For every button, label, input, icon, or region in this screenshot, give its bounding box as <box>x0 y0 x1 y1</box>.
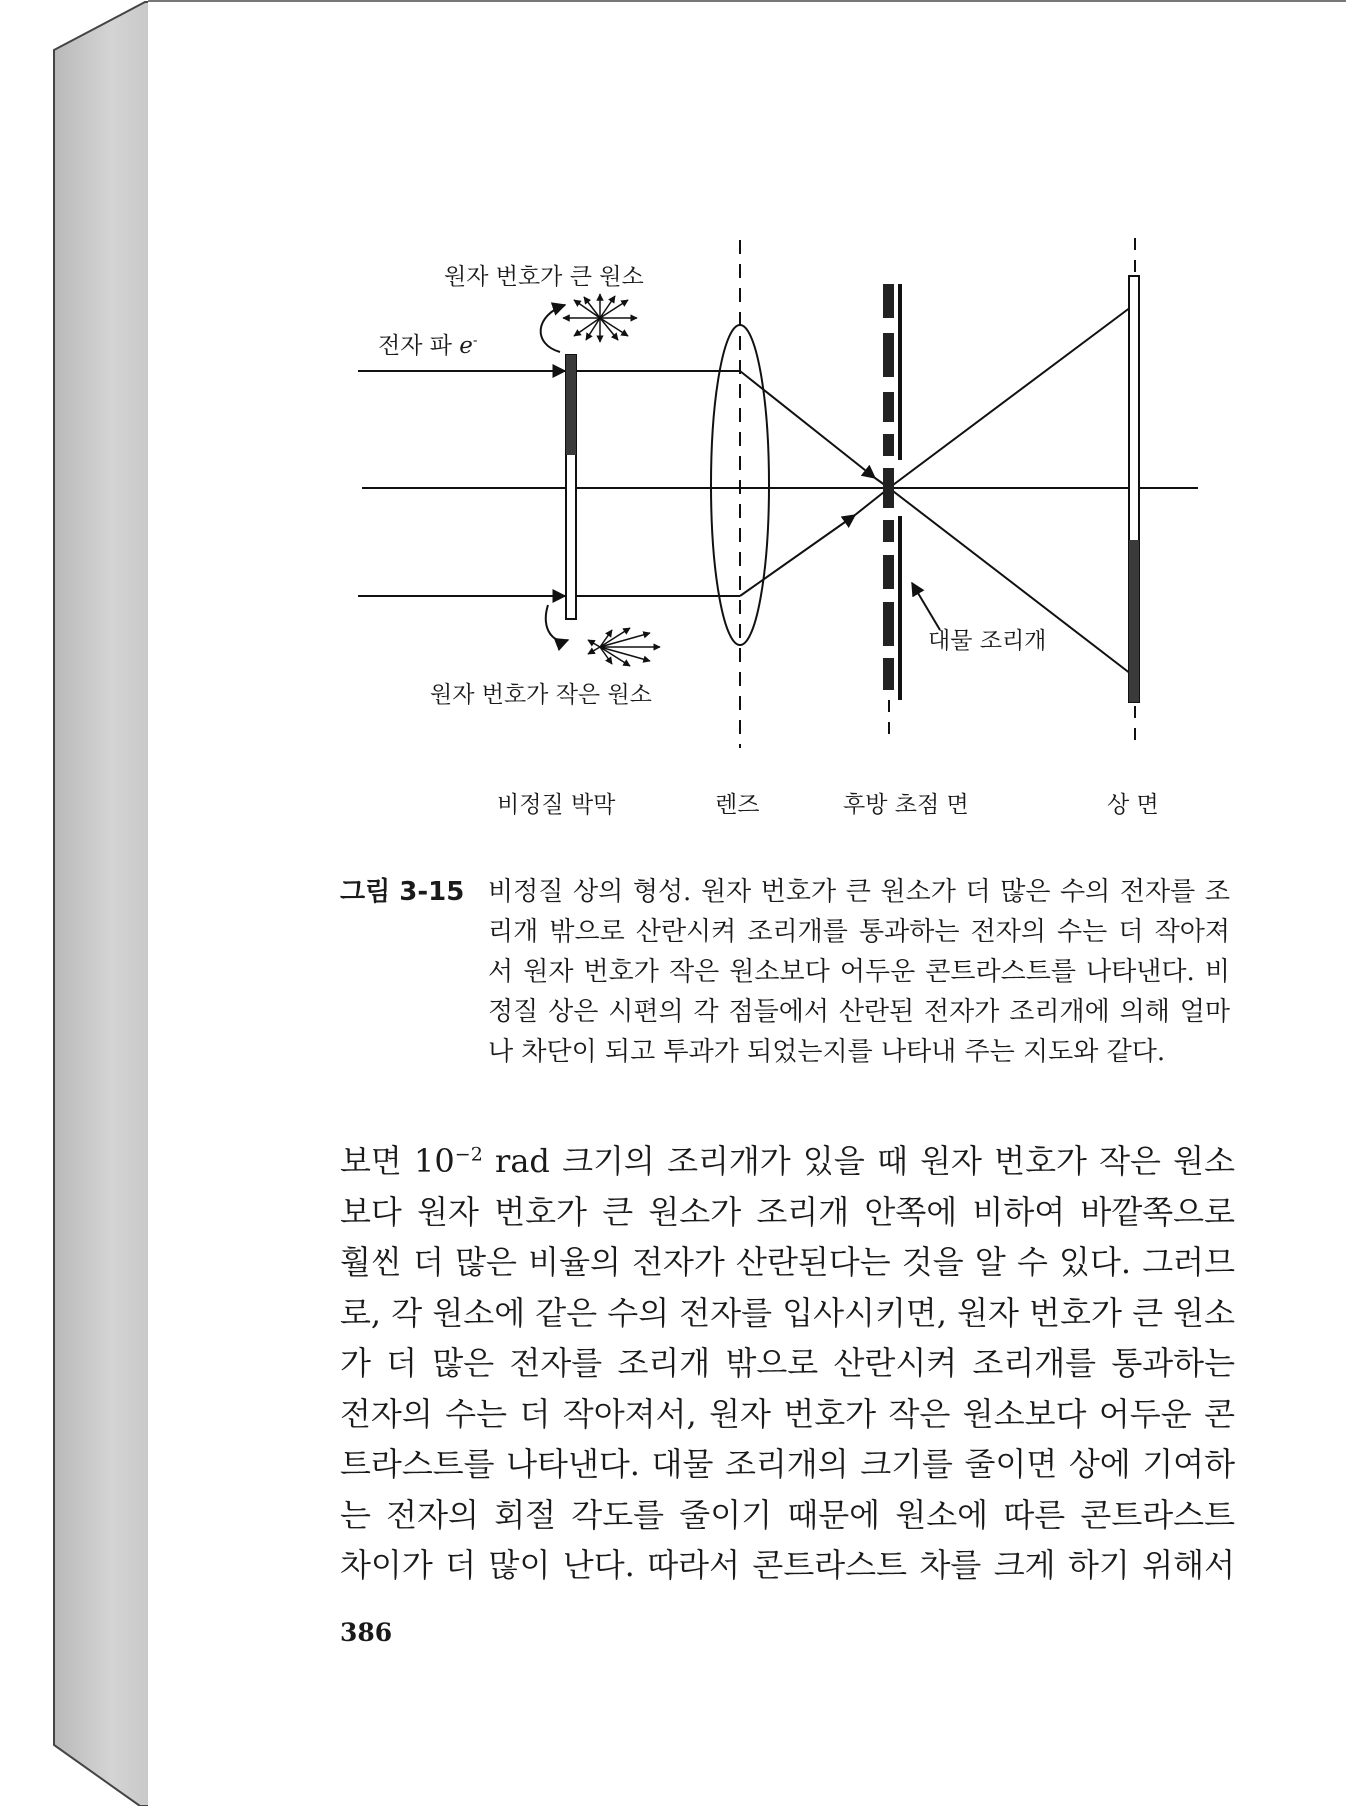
label-electron-symbol: e <box>459 333 473 359</box>
high-z-scatter-burst <box>563 294 637 342</box>
label-amorphous-film: 비정질 박막 <box>497 792 616 818</box>
label-electron-sup: - <box>472 333 478 349</box>
label-image-plane: 상 면 <box>1107 792 1159 818</box>
label-large-atomic-number: 원자 번호가 큰 원소 <box>444 264 644 290</box>
caption-text: 비정질 상의 형성. 원자 번호가 큰 원소가 더 많은 수의 전자를 조리개 밖으로 산란시켜 조리개를 통과하는 전자의 수는 더 작아져서 원자 번호가 작은 원소보다 어두운 콘트라스트를 나타낸다. 비정질 상은 시편의 각 점들에서 산란된 전자가 조리개에 의해 얼마나 차단이 되고 투과가 되었는지를 나타내 주는 지도와 같다. <box>488 877 1230 1067</box>
amorphous-film-dark-region <box>566 355 576 455</box>
low-z-scatter-burst <box>588 628 660 666</box>
label-electron-wave <box>378 327 478 360</box>
body-prefix: 보면 10 <box>340 1142 455 1180</box>
label-objective-aperture: 대물 조리개 <box>928 628 1047 654</box>
ray-to-image-top <box>889 307 1131 488</box>
label-small-atomic-number: 원자 번호가 작은 원소 <box>430 682 652 708</box>
image-plane-dark-region <box>1129 540 1139 702</box>
refracted-ray-top <box>740 371 875 478</box>
scatter-curve-arrow-top <box>541 305 565 352</box>
body-exponent: −2 <box>454 1143 483 1166</box>
back-focal-plane-pattern <box>883 284 894 690</box>
caption-label: 그림 3-15 <box>340 877 465 907</box>
label-electron-wave-text: 전자 파 <box>378 333 452 359</box>
label-back-focal-plane: 후방 초점 면 <box>843 792 969 818</box>
book-spine <box>0 0 150 1806</box>
body-paragraph <box>340 1136 1235 1591</box>
body-rest: rad 크기의 조리개가 있을 때 원자 번호가 작은 원소보다 원자 번호가 큰 원소가 조리개 안쪽에 비하여 바깥쪽으로 훨씬 더 많은 비율의 전자가 산란된다는 것을 알 수 있다. 그러므로, 각 원소에 같은 수의 전자를 입사시키면, 원자 번호가 큰 원소가 더 많은 전자를 조리개 밖으로 산란시켜 조리개를 통과하는 전자의 수는 더 작아져서, 원자 번호가 작은 원소보다 어두운 콘트라스트를 나타낸다. 대물 조리개의 크기를 줄이면 상에 기여하는 전자의 회절 각도를 줄이기 때문에 원소에 따른 콘트라스트 차이가 더 많이 난다. 따라서 콘트라스트 차를 크게 하기 위해서 <box>340 1142 1235 1584</box>
refracted-ray-bottom <box>740 515 855 596</box>
page-number: 386 <box>340 1618 393 1647</box>
scatter-curve-arrow-bottom <box>546 605 568 641</box>
label-lens: 렌즈 <box>715 792 760 818</box>
